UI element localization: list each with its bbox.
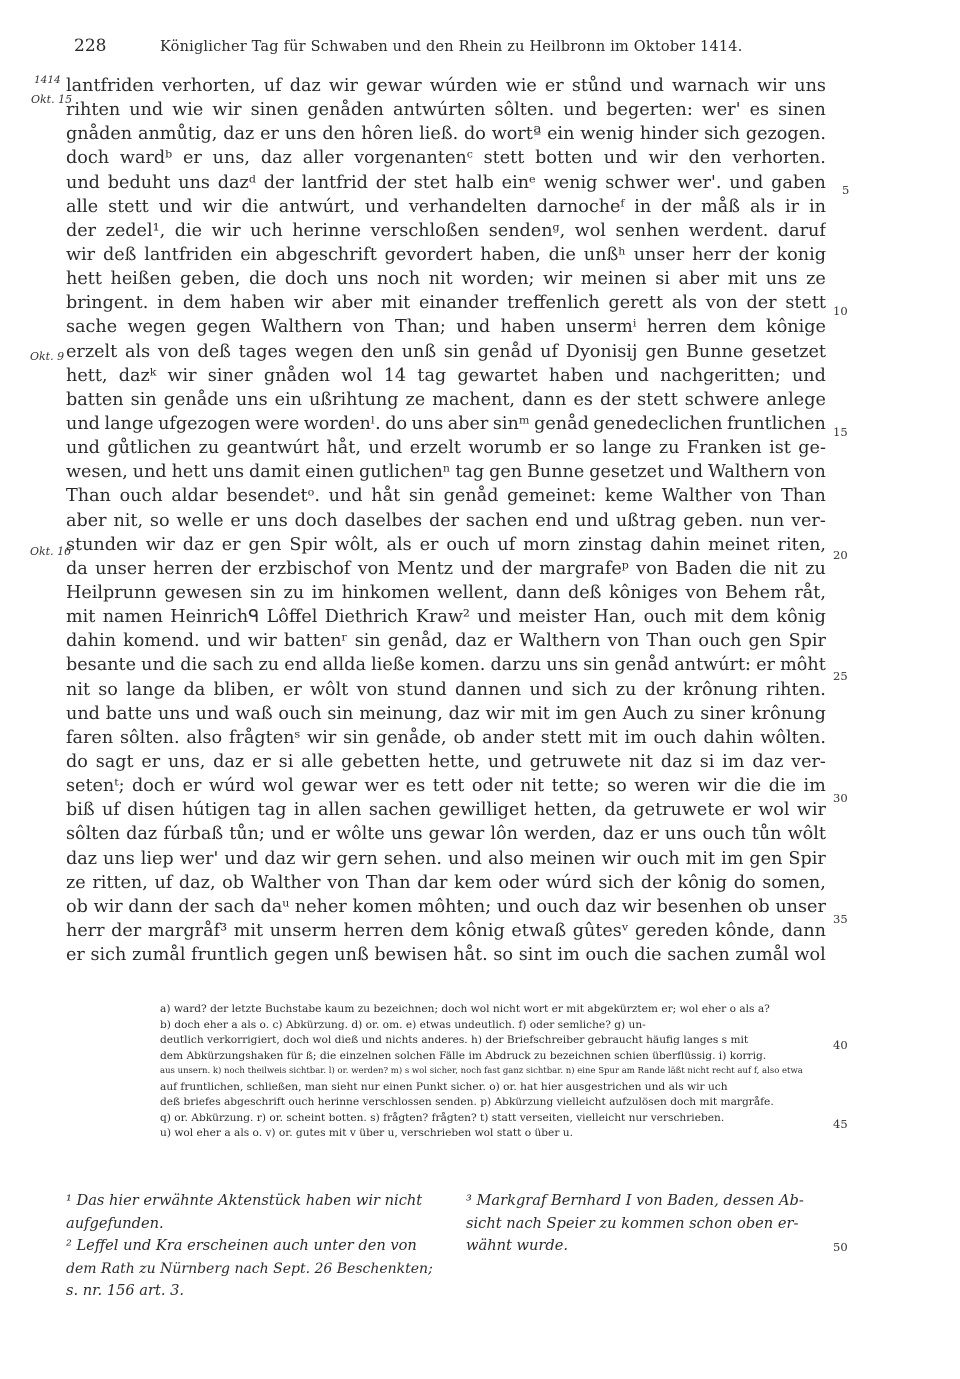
margin-date-okt-16: Okt. 16: [30, 545, 72, 558]
footnote-line: ¹ Das hier erwähnte Aktenstück haben wir nicht: [66, 1192, 423, 1209]
line-number: 20: [833, 548, 848, 562]
running-title: Königlicher Tag für Schwaben und den Rhein zu Heilbronn im Oktober 1414.: [160, 39, 743, 55]
text-line: ob wir dann der sach daᵘ neher komen môhten; und ouch daz wir besenhen ob unser: [66, 896, 826, 917]
text-line: hett heißen geben, die doch uns noch nit worden; wir meinen si aber mit uns ze: [66, 269, 826, 290]
line-number: 30: [833, 791, 848, 805]
text-line: und beduht uns dazᵈ der lantfrid der stet halb einᵉ wenig schwer wer'. und gaben: [66, 172, 826, 193]
text-line: da unser herren der erzbischof von Mentz und der margrafeᵖ von Baden die nit zu: [66, 558, 826, 579]
text-line: alle stett und wir die antwúrt, und verhandelten darnocheᶠ in der måß als ir in: [66, 196, 826, 217]
text-line: ze ritten, uf daz, ob Walther von Than dar kem oder wúrd sich der kônig do somen,: [66, 872, 826, 893]
text-line: Heilprunn gewesen sin zu im hinkomen wellent, dann deß kôniges von Behem råt,: [66, 582, 826, 603]
margin-date-okt-15: Okt. 15: [31, 93, 73, 106]
footnote-line: aufgefunden.: [66, 1214, 164, 1232]
critical-apparatus: [160, 1002, 820, 1142]
text-line: er sich zumål fruntlich gegen unß bewisen håt. so sint im ouch die sachen zumål wol: [66, 945, 826, 966]
margin-year: 1414: [34, 74, 61, 86]
text-line: und gůtlichen zu geantwúrt håt, und erzelt worumb er so lange zu Franken ist ge-: [66, 438, 826, 459]
footnote-line: wähnt wurde.: [466, 1237, 568, 1254]
text-line: sôlten daz fúrbaß tůn; und er wôlte uns gewar lôn werden, daz er uns ouch tůn wôlt: [66, 824, 826, 845]
text-line: mit namen Heinrichᑫ Lôffel Diethrich Kraw² und meister Han, ouch mit dem kônig: [66, 607, 826, 628]
line-number: 50: [833, 1240, 848, 1254]
line-number: 40: [833, 1038, 848, 1052]
line-number: 5: [842, 183, 850, 197]
text-line: nit so lange da bliben, er wôlt von stund dannen und sich zu der krônung rihten.: [66, 679, 826, 700]
line-number: 35: [833, 912, 848, 926]
text-line: hett, dazᵏ wir siner gnåden wol 14 tag gewartet haben und nachgeritten; und: [66, 365, 826, 386]
text-line: Than ouch aldar besendetᵒ. und håt sin genåd gemeinet: keme Walther von Than: [66, 486, 826, 507]
line-number: 25: [833, 669, 848, 683]
text-line: und batte uns und waß ouch sin meinung, daz wir mit im gen Auch zu siner krônung: [66, 703, 826, 724]
critical-note-line: auf fruntlichen, schließen, man sieht nur einen Punkt sicher. o) or. hat hier ausgestrichen und als wir uch: [160, 1080, 728, 1093]
critical-note-line: u) wol eher a als o. v) or. gutes mit v über u, verschrieben wol statt o über u.: [160, 1127, 573, 1139]
text-line: herr der margråf³ mit unserm herren dem kônig etwaß gûtesᵛ gereden kônde, dann: [66, 920, 826, 941]
text-line: erzelt als von deß tages wegen den unß sin genåd uf Dyonisij gen Bunne gesetzet: [66, 341, 826, 362]
text-line: wir deß lantfriden ein abgeschrift gevordert haben, die unßʰ unser herr der konig: [66, 244, 826, 265]
text-line: bringent. in dem haben wir aber mit einander treffenlich gerett als von der stett: [66, 293, 826, 314]
text-line: daz uns liep wer' und daz wir gern sehen. und also meinen wir ouch mit im gen Spir: [66, 848, 826, 869]
critical-note-line: dem Abkürzungshaken für ß; die einzelnen solchen Fälle im Abdruck zu bezeichnen schien überflüssig. i) korrig.: [160, 1049, 767, 1062]
critical-note-line: a) ward? der letzte Buchstabe kaum zu bezeichnen; doch wol nicht wort er mit abgekürztem er; wol eher o als a?: [160, 1003, 770, 1015]
text-line: der zedel¹, die wir uch herinne verschloßen sendenᵍ, wol senhen werdent. daruf: [66, 220, 826, 241]
text-line: besante und die sach zu end allda ließe komen. darzu uns sin genåd antwúrt: er môht: [66, 655, 826, 676]
text-line: dahin komend. und wir battenʳ sin genåd, daz er Walthern von Than ouch gen Spir: [66, 631, 826, 652]
text-line: batten sin genåde uns ein ußrihtung ze machent, dann es der stett schwere anlege: [66, 389, 826, 410]
footnote-line: dem Rath zu Nürnberg nach Sept. 26 Beschenkten;: [66, 1260, 433, 1277]
text-line: wesen, und hett uns damit einen gutlichenⁿ tag gen Bunne gesetzet und Walthern von: [66, 462, 826, 483]
critical-note-line: aus unsern. k) noch theilweis sichtbar. l) or. werden? m) s wol sicher, noch fast ganz sichtbar. n) eine Spur am Rande läßt nicht recht auf f, also etwa: [160, 1066, 803, 1076]
footnotes-left: [66, 1190, 436, 1303]
text-line: setenᵗ; doch er wúrd wol gewar wer es tett oder nit tette; so weren wir die die im: [66, 776, 826, 797]
footnote-line: s. nr. 156 art. 3.: [66, 1282, 185, 1299]
footnote-line: ³ Markgraf Bernhard I von Baden, dessen Ab-: [466, 1192, 804, 1209]
text-line: doch wardᵇ er uns, daz aller vorgenantenᶜ stett botten und wir den verhorten.: [66, 148, 826, 169]
text-line: faren sôlten. also frågtenˢ wir sin genåde, ob ander stett mit im ouch dahin wôlten.: [66, 727, 826, 748]
margin-date-okt-9: Okt. 9: [30, 350, 65, 363]
text-line: gnåden anmůtig, daz er uns den hôren ließ. do wortª ein wenig hinder sich gezogen.: [66, 124, 826, 145]
page-header: [74, 36, 834, 60]
footnote-line: sicht nach Speier zu kommen schon oben er-: [466, 1214, 799, 1232]
text-line: stunden wir daz er gen Spir wôlt, als er ouch uf morn zinstag dahin meinet riten,: [66, 534, 826, 555]
footnotes-right: [466, 1190, 826, 1258]
critical-note-line: deß briefes abgeschrift ouch herinne verschlossen senden. p) Abkürzung vielleicht aufzulösen doch mit margråfe.: [160, 1096, 774, 1108]
text-line: biß uf disen hútigen tag in allen sachen gewilliget hetten, da getruwete er wol wir: [66, 800, 826, 821]
text-line: lantfriden verhorten, uf daz wir gewar wúrden wie er stůnd und warnach wir uns: [66, 76, 826, 96]
text-line: und lange ufgezogen were wordenˡ. do uns aber sinᵐ genåd genedeclichen fruntlichen: [66, 413, 826, 434]
line-number: 15: [833, 425, 848, 439]
text-line: aber nit, so welle er uns doch daselbes der sachen end und ußtrag geben. nun ver-: [66, 510, 826, 531]
line-number: 10: [833, 304, 848, 318]
main-text: [66, 74, 826, 967]
page-number: 228: [74, 36, 107, 56]
footnote-line: ² Leffel und Kra erscheinen auch unter den von: [66, 1237, 417, 1254]
critical-note-line: q) or. Abkürzung. r) or. scheint botten. s) frågten? frågten? t) statt verseiten, vielleicht nur verschrieben.: [160, 1111, 725, 1124]
text-line: do sagt er uns, daz er si alle gebetten hette, und getruwete nit daz si im daz ver-: [66, 751, 826, 772]
text-line: sache wegen gegen Walthern von Than; und haben unsermⁱ herren dem kônige: [66, 317, 826, 338]
text-line: rihten und wie wir sinen genåden antwúrten sôlten. und begerten: wer' es sinen: [66, 100, 826, 121]
line-number: 45: [833, 1117, 848, 1131]
critical-note-line: deutlich verkorrigiert, doch wol dieß und nichts anderes. h) der Briefschreiber gebraucht häufig langes s mit: [160, 1034, 749, 1046]
critical-note-line: b) doch eher a als o. c) Abkürzung. d) or. om. e) etwas undeutlich. f) oder semliche? g) un-: [160, 1018, 646, 1031]
